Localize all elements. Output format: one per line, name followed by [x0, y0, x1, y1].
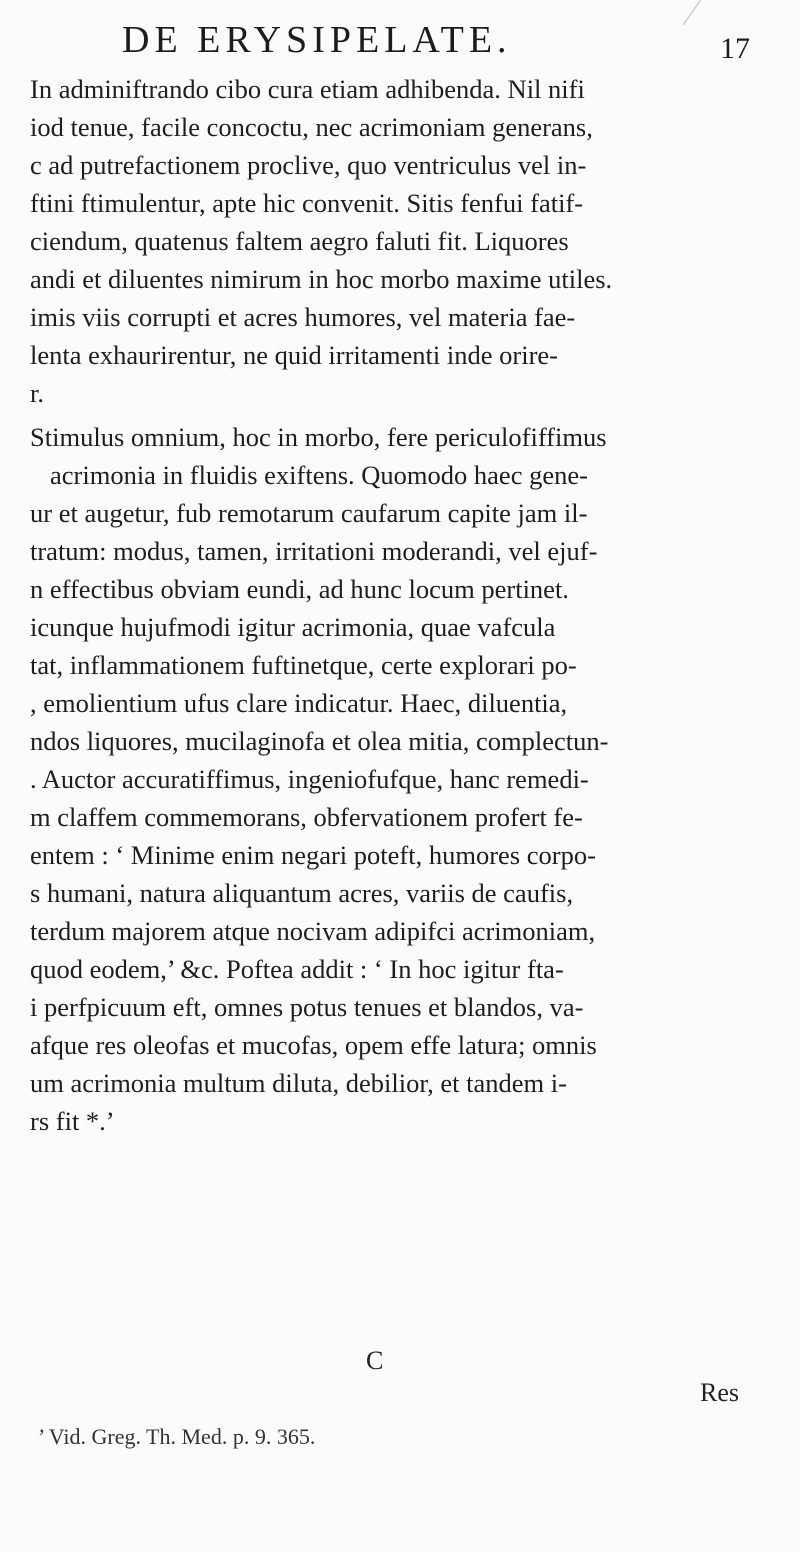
text-line: ur et augetur, fub remotarum caufarum capite jam il- [30, 498, 588, 528]
footnote: ’ Vid. Greg. Th. Med. p. 9. 365. [38, 1424, 316, 1449]
catchword: Res [700, 1378, 739, 1407]
text-line: c ad putrefactionem proclive, quo ventriculus vel in- [30, 150, 587, 180]
text-line: m claffem commemorans, obfervationem profert fe- [30, 802, 583, 832]
text-line: lenta exhaurirentur, ne quid irritamenti inde orire- [30, 340, 558, 370]
text-line: . Auctor accuratiffimus, ingeniofufque, hanc remedi- [30, 764, 589, 794]
text-line: um acrimonia multum diluta, debilior, et tandem i- [30, 1068, 567, 1098]
text-line: r. [30, 378, 44, 408]
page-number: 17 [720, 32, 750, 65]
text-line: tat, inflammationem fuftinetque, certe explorari po- [30, 650, 577, 680]
text-line: s humani, natura aliquantum acres, variis de caufis, [30, 878, 574, 908]
running-title: DE ERYSIPELATE. [122, 19, 512, 61]
text-line: tratum: modus, tamen, irritationi moderandi, vel ejuf- [30, 536, 598, 566]
text-line: icunque hujufmodi igitur acrimonia, quae vafcula [30, 612, 556, 642]
text-line: n effectibus obviam eundi, ad hunc locum pertinet. [30, 574, 569, 604]
text-line: ciendum, quatenus faltem aegro faluti fit. Liquores [30, 226, 569, 256]
text-line: quod eodem,’ &c. Poftea addit : ‘ In hoc igitur fta- [30, 954, 564, 984]
text-line: ndos liquores, mucilaginofa et olea mitia, complectun- [30, 726, 609, 756]
text-line: entem : ‘ Minime enim negari poteft, humores corpo- [30, 840, 596, 870]
signature-mark: C [366, 1346, 384, 1375]
text-line: afque res oleofas et mucofas, opem effe latura; omnis [30, 1030, 597, 1060]
text-line: imis viis corrupti et acres humores, vel materia fae- [30, 302, 576, 332]
paragraph-start-line: Stimulus omnium, hoc in morbo, fere periculofiffimus [30, 422, 607, 452]
text-line: andi et diluentes nimirum in hoc morbo maxime utiles. [30, 264, 613, 294]
text-line: terdum majorem atque nocivam adipifci acrimoniam, [30, 916, 596, 946]
text-line: In adminiftrando cibo cura etiam adhibenda. Nil nifi [30, 74, 585, 104]
text-line: ftini ftimulentur, apte hic convenit. Sitis fenfui fatif- [30, 188, 584, 218]
text-line: rs fit *.’ [30, 1106, 115, 1136]
text-line: , emolientium ufus clare indicatur. Haec, diluentia, [30, 688, 568, 718]
text-line: i perfpicuum eft, omnes potus tenues et blandos, va- [30, 992, 584, 1022]
text-line: acrimonia in fluidis exiftens. Quomodo haec gene- [50, 460, 588, 490]
text-line: iod tenue, facile concoctu, nec acrimoniam generans, [30, 112, 593, 142]
running-head [122, 18, 760, 68]
